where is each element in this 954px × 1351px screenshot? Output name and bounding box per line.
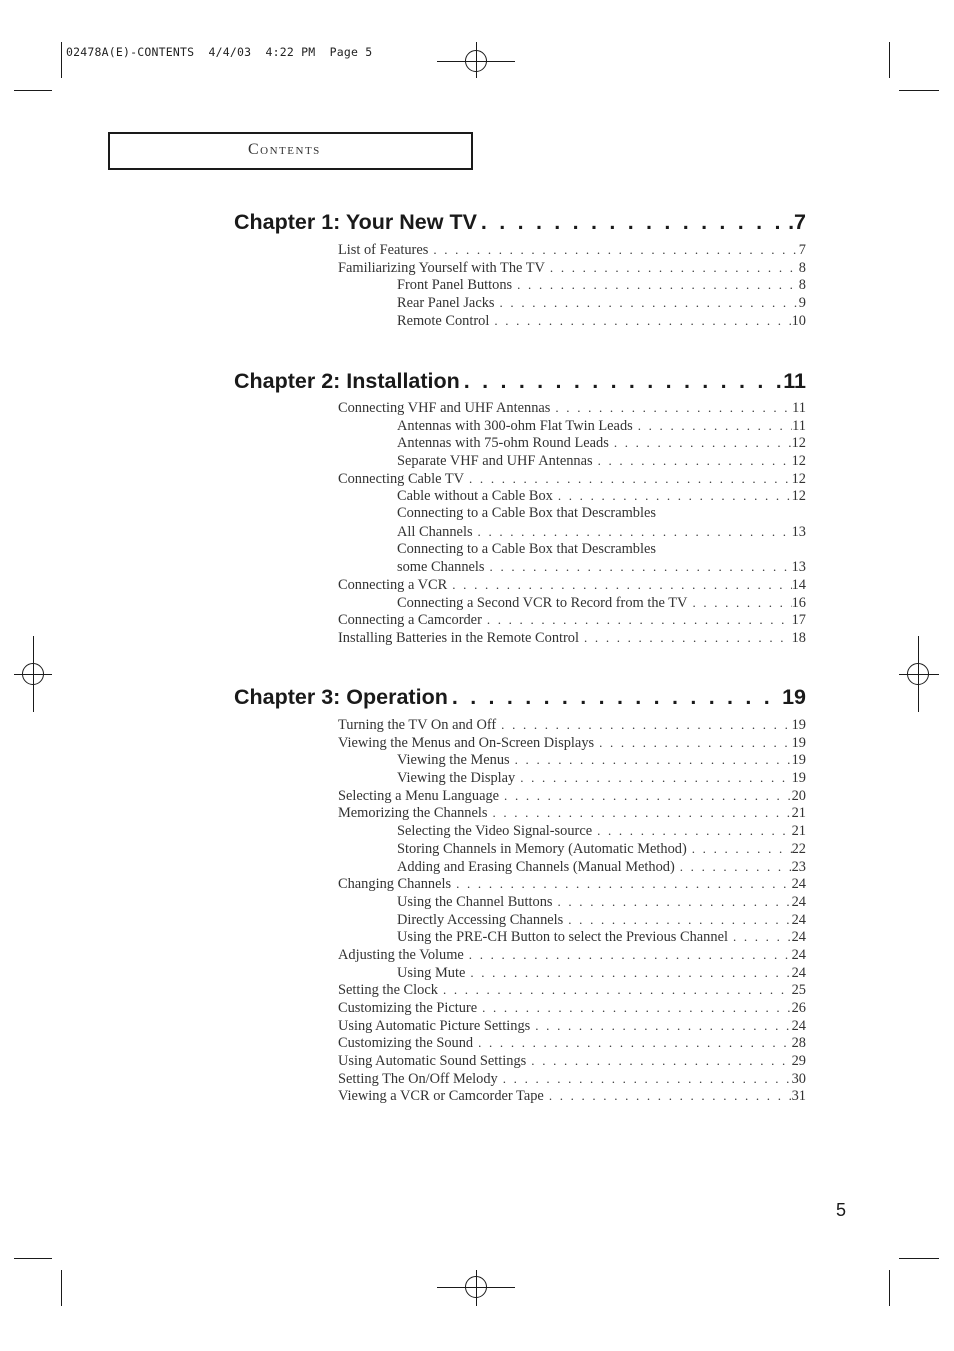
toc-entry[interactable] bbox=[338, 1070, 806, 1088]
entry-title: Customizing the Sound bbox=[338, 1035, 474, 1052]
dot-leader bbox=[515, 769, 791, 787]
entry-title: Viewing a VCR or Camcorder Tape bbox=[338, 1088, 544, 1105]
chapter-title: Chapter 1: Your New TV bbox=[234, 210, 477, 234]
dot-leader bbox=[465, 964, 791, 982]
toc-entry-continued[interactable] bbox=[397, 541, 806, 559]
entry-title: Turning the TV On and Off bbox=[338, 717, 497, 733]
toc-entry[interactable] bbox=[397, 312, 806, 330]
entry-title: Adding and Erasing Channels (Manual Method) bbox=[397, 858, 675, 875]
entry-title: Setting The On/Off Melody bbox=[338, 1070, 498, 1087]
entry-title: Installing Batteries in the Remote Control bbox=[338, 629, 580, 646]
dot-leader bbox=[448, 685, 782, 710]
dot-leader bbox=[687, 594, 791, 612]
entry-title: Remote Control bbox=[397, 312, 490, 329]
entry-title: Storing Channels in Memory (Automatic Method) bbox=[397, 840, 687, 857]
entry-title: Selecting a Menu Language bbox=[338, 787, 500, 804]
toc-entry[interactable] bbox=[338, 804, 806, 822]
dot-leader bbox=[550, 399, 792, 417]
chapter-1 bbox=[234, 210, 806, 329]
dot-leader bbox=[464, 470, 792, 488]
chapter-title: Chapter 3: Operation bbox=[234, 685, 448, 709]
entry-page: 30 bbox=[791, 1070, 806, 1087]
entry-title: Connecting to a Cable Box that Descrambles bbox=[397, 505, 656, 522]
entry-title: Familiarizing Yourself with The TV bbox=[338, 259, 545, 276]
entry-title: List of Features bbox=[338, 242, 429, 258]
entry-title: Memorizing the Channels bbox=[338, 805, 488, 822]
entry-page: 24 bbox=[791, 964, 806, 981]
dot-leader bbox=[487, 804, 791, 822]
toc-entry[interactable] bbox=[338, 470, 806, 488]
toc-entry[interactable] bbox=[397, 822, 806, 840]
entry-page: 31 bbox=[791, 1088, 806, 1105]
toc-entry[interactable] bbox=[338, 999, 806, 1017]
entry-page: 12 bbox=[791, 488, 806, 505]
entry-page: 24 bbox=[791, 876, 806, 893]
toc-entry[interactable] bbox=[338, 259, 806, 277]
dot-leader bbox=[482, 611, 792, 629]
entry-title: some Channels bbox=[397, 559, 485, 576]
entry-page: 26 bbox=[791, 1000, 806, 1016]
dot-leader bbox=[498, 1070, 792, 1088]
entry-page: 21 bbox=[791, 805, 806, 822]
dot-leader bbox=[594, 734, 791, 752]
entry-page: 11 bbox=[792, 417, 806, 434]
entry-page: 29 bbox=[791, 1053, 806, 1070]
page-number: 5 bbox=[836, 1200, 847, 1220]
dot-leader bbox=[496, 716, 791, 734]
chapter-heading[interactable] bbox=[234, 210, 806, 240]
toc-entry[interactable] bbox=[397, 558, 806, 576]
entry-title: Connecting a VCR bbox=[338, 576, 448, 593]
entry-page: 23 bbox=[791, 858, 806, 875]
entry-title: Selecting the Video Signal-source bbox=[397, 823, 593, 840]
dot-leader bbox=[579, 629, 792, 647]
contents-title: Contents bbox=[248, 141, 321, 158]
contents-header-box bbox=[108, 132, 473, 170]
entry-page: 10 bbox=[791, 312, 806, 329]
toc-entry[interactable] bbox=[338, 1087, 806, 1105]
toc-entry[interactable] bbox=[338, 1034, 806, 1052]
dot-leader bbox=[451, 875, 791, 893]
entry-title: Antennas with 75-ohm Round Leads bbox=[397, 435, 609, 452]
entry-title: Connecting to a Cable Box that Descrambles bbox=[397, 540, 656, 557]
dot-leader bbox=[473, 523, 792, 541]
dot-leader bbox=[593, 452, 792, 470]
toc-entry[interactable] bbox=[338, 611, 806, 629]
entry-page: 14 bbox=[791, 576, 806, 593]
entry-page: 24 bbox=[791, 929, 806, 946]
toc-entry[interactable] bbox=[397, 276, 806, 294]
dot-leader bbox=[485, 558, 792, 576]
crop-mark-bottom-right-v bbox=[889, 1270, 890, 1306]
entry-page: 8 bbox=[798, 277, 806, 294]
toc-entry[interactable] bbox=[397, 751, 806, 769]
chapter-heading[interactable] bbox=[234, 369, 806, 399]
entry-page: 28 bbox=[791, 1035, 806, 1052]
entry-page: 13 bbox=[791, 523, 806, 540]
toc-entry[interactable] bbox=[397, 417, 806, 435]
toc-entry[interactable] bbox=[397, 294, 806, 312]
toc-entry[interactable] bbox=[338, 875, 806, 893]
toc-entry[interactable] bbox=[338, 629, 806, 647]
toc-entry[interactable] bbox=[338, 787, 806, 805]
entry-page: 13 bbox=[791, 559, 806, 576]
toc-entry[interactable] bbox=[397, 858, 806, 876]
dot-leader bbox=[460, 369, 783, 394]
dot-leader bbox=[512, 276, 799, 294]
dot-leader bbox=[489, 312, 791, 330]
toc-entry[interactable] bbox=[397, 964, 806, 982]
toc-entry[interactable] bbox=[338, 734, 806, 752]
toc-entry[interactable] bbox=[397, 893, 806, 911]
entry-page: 19 bbox=[791, 752, 806, 769]
entry-title: Directly Accessing Channels bbox=[397, 911, 564, 928]
entry-page: 12 bbox=[791, 470, 806, 487]
entry-title: Using the PRE-CH Button to select the Previous Channel bbox=[397, 929, 728, 946]
toc-entry[interactable] bbox=[397, 594, 806, 612]
entry-page: 16 bbox=[791, 594, 806, 611]
entry-title: Connecting a Second VCR to Record from the TV bbox=[397, 594, 688, 611]
chapter-page: 11 bbox=[783, 369, 806, 393]
dot-leader bbox=[428, 241, 798, 259]
dot-leader bbox=[495, 294, 799, 312]
dot-leader bbox=[609, 434, 792, 452]
toc-entry[interactable] bbox=[338, 1052, 806, 1070]
toc-entry[interactable] bbox=[397, 769, 806, 787]
entry-page: 22 bbox=[791, 840, 806, 857]
dot-leader bbox=[464, 946, 792, 964]
toc-entry[interactable] bbox=[338, 1017, 806, 1035]
dot-leader bbox=[592, 822, 792, 840]
dot-leader bbox=[530, 1017, 791, 1035]
entry-page: 11 bbox=[792, 400, 806, 416]
crop-mark-bottom-right-h bbox=[899, 1258, 939, 1259]
entry-page: 18 bbox=[791, 629, 806, 646]
entry-page: 24 bbox=[791, 1017, 806, 1034]
entry-title: Connecting a Camcorder bbox=[338, 612, 482, 629]
toc-entry[interactable] bbox=[397, 840, 806, 858]
entry-title: Connecting Cable TV bbox=[338, 470, 465, 487]
entry-title: Antennas with 300-ohm Flat Twin Leads bbox=[397, 417, 633, 434]
entry-title: Using the Channel Buttons bbox=[397, 893, 553, 910]
entry-page: 19 bbox=[791, 734, 806, 751]
entry-page: 25 bbox=[791, 982, 806, 999]
entry-title: All Channels bbox=[397, 523, 473, 540]
entry-title: Adjusting the Volume bbox=[338, 946, 464, 963]
dot-leader bbox=[553, 893, 792, 911]
dot-leader bbox=[526, 1052, 791, 1070]
entry-title: Using Mute bbox=[397, 964, 466, 981]
toc-entries bbox=[234, 399, 806, 647]
entry-page: 12 bbox=[791, 453, 806, 470]
entry-page: 20 bbox=[791, 787, 806, 804]
toc-entry[interactable] bbox=[397, 434, 806, 452]
crop-mark-bottom-left-h bbox=[14, 1258, 52, 1259]
dot-leader bbox=[447, 576, 791, 594]
dot-leader bbox=[510, 751, 792, 769]
chapter-3 bbox=[234, 685, 806, 1105]
toc-entry[interactable] bbox=[397, 911, 806, 929]
toc-entry[interactable] bbox=[397, 487, 806, 505]
toc-entries bbox=[234, 241, 806, 329]
dot-leader bbox=[553, 487, 792, 505]
entry-page: 19 bbox=[791, 717, 806, 733]
dot-leader bbox=[545, 259, 799, 277]
dot-leader bbox=[477, 999, 792, 1017]
entry-title: Using Automatic Sound Settings bbox=[338, 1053, 527, 1070]
entry-title: Rear Panel Jacks bbox=[397, 295, 495, 312]
toc-entry[interactable] bbox=[338, 399, 806, 417]
entry-page: 17 bbox=[791, 612, 806, 629]
entry-page: 21 bbox=[791, 823, 806, 840]
crop-mark-bottom-left-v bbox=[61, 1270, 62, 1306]
chapter-2 bbox=[234, 369, 806, 647]
dot-leader bbox=[728, 928, 792, 946]
entry-title: Setting the Clock bbox=[338, 982, 438, 999]
entry-title: Cable without a Cable Box bbox=[397, 488, 553, 505]
entry-title: Viewing the Menus and On-Screen Displays bbox=[338, 734, 595, 751]
entry-page: 9 bbox=[798, 295, 806, 312]
crop-mark-top-left-h bbox=[14, 90, 52, 91]
dot-leader bbox=[675, 858, 792, 876]
toc-entries bbox=[234, 716, 806, 1105]
toc-entry[interactable] bbox=[338, 981, 806, 999]
toc-entry[interactable] bbox=[338, 716, 806, 734]
entry-page: 12 bbox=[791, 435, 806, 452]
toc-entry[interactable] bbox=[397, 452, 806, 470]
entry-title: Viewing the Display bbox=[397, 770, 516, 787]
dot-leader bbox=[477, 210, 788, 235]
entry-title: Customizing the Picture bbox=[338, 1000, 478, 1016]
entry-title: Separate VHF and UHF Antennas bbox=[397, 453, 593, 470]
dot-leader bbox=[633, 417, 792, 435]
chapter-heading[interactable] bbox=[234, 685, 806, 715]
chapter-page: 19 bbox=[782, 685, 806, 709]
entry-title: Changing Channels bbox=[338, 876, 452, 893]
crop-mark-top-right-h bbox=[899, 90, 939, 91]
chapter-title: Chapter 2: Installation bbox=[234, 369, 460, 393]
crop-mark-top-right-v bbox=[889, 42, 890, 78]
entry-page: 8 bbox=[798, 259, 806, 276]
print-slug: 02478A(E)-CONTENTS 4/4/03 4:22 PM Page 5 bbox=[66, 45, 373, 59]
entry-title: Front Panel Buttons bbox=[397, 277, 513, 294]
dot-leader bbox=[499, 787, 792, 805]
entry-page: 24 bbox=[791, 893, 806, 910]
dot-leader bbox=[544, 1087, 792, 1105]
toc-entry[interactable] bbox=[338, 241, 806, 259]
toc-entry[interactable] bbox=[338, 946, 806, 964]
crop-mark-top-left-v bbox=[61, 42, 62, 78]
entry-title: Connecting VHF and UHF Antennas bbox=[338, 400, 551, 416]
toc-entry[interactable] bbox=[397, 928, 806, 946]
toc-entry[interactable] bbox=[397, 523, 806, 541]
entry-page: 24 bbox=[791, 911, 806, 928]
entry-page: 7 bbox=[798, 242, 806, 258]
entry-page: 19 bbox=[791, 770, 806, 787]
dot-leader bbox=[473, 1034, 791, 1052]
toc-entry[interactable] bbox=[338, 576, 806, 594]
dot-leader bbox=[563, 911, 791, 929]
dot-leader bbox=[687, 840, 792, 858]
chapter-page: .7 bbox=[788, 210, 806, 234]
entry-title: Using Automatic Picture Settings bbox=[338, 1017, 531, 1034]
entry-title: Viewing the Menus bbox=[397, 752, 510, 769]
dot-leader bbox=[438, 981, 792, 999]
toc-entry-continued[interactable] bbox=[397, 505, 806, 523]
entry-page: 24 bbox=[791, 946, 806, 963]
